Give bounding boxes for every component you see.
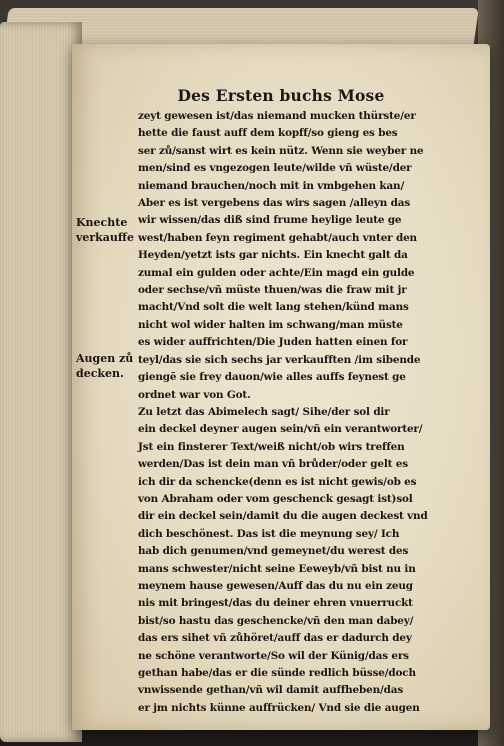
text-line: wir wissen/das diß sind frume heylige leute ge — [138, 214, 402, 227]
text-line: west/haben feyn regiment gehabt/auch vnter den — [138, 231, 417, 244]
text-line: ich dir da schencke(denn es ist nicht gewis/ob es — [138, 475, 417, 488]
text-line: es wider auffrichten/Die Juden hatten einen for — [138, 336, 408, 349]
text-line: das ers sihet vñ zůhöret/auff das er dadurch dey — [138, 632, 412, 645]
margin-note-line: verkauffe — [76, 231, 134, 244]
margin-note-knechte — [76, 215, 138, 245]
text-line: gethan habe/das er die sünde redlich büsse/doch — [138, 667, 416, 679]
text-line: dir ein deckel sein/damit du die augen deckest vnd — [138, 510, 428, 523]
text-line: men/sind es vngezogen leute/wilde vñ wüste/der — [138, 162, 412, 175]
text-line: Heyden/yetzt ists gar nichts. Ein knecht galt da — [138, 249, 408, 262]
text-line: macht/Vnd solt die welt lang stehen/künd mans — [138, 301, 409, 314]
text-line: Aber es ist vergebens das wirs sagen /alleyn das — [138, 197, 411, 210]
book-page — [72, 44, 490, 730]
text-line: werden/Das ist dein man vñ brůder/oder gelt es — [138, 458, 408, 471]
margin-note-augen — [76, 351, 138, 381]
running-head: Des Ersten buchs Mose — [177, 86, 385, 105]
text-line: oder sechse/vñ müste thuen/was die fraw mit jr — [138, 284, 407, 297]
text-line: zeyt gewesen ist/das niemand mucken thürste/er — [138, 110, 416, 122]
text-line: niemand brauchen/noch mit in vmbgehen kan/ — [138, 179, 405, 192]
text-line: teyl/das sie sich sechs jar verkaufften /im sibende — [138, 353, 421, 366]
text-line: meynem hause gewesen/Auff das du nu ein zeug — [138, 579, 413, 592]
text-line: zumal ein gulden oder achte/Ein magd ein gulde — [138, 266, 415, 279]
text-line: hette die faust auff dem kopff/so gieng es bes — [138, 127, 398, 140]
text-line: nicht wol wider halten im schwang/man müste — [138, 318, 403, 331]
text-line: hab dich genumen/vnd gemeynet/du werest des — [138, 545, 409, 558]
text-line: ein deckel deyner augen sein/vñ ein verantworter/ — [138, 423, 423, 436]
text-line: Jst ein finsterer Text/weiß nicht/ob wirs treffen — [138, 440, 405, 453]
text-line: ordnet war von Got. — [138, 388, 251, 401]
text-line: von Abraham oder vom geschenck gesagt ist)sol — [138, 492, 413, 505]
text-line: mans schwester/nicht seine Eeweyb/vñ bist nu in — [138, 562, 416, 575]
margin-note-line: Knechte — [76, 216, 128, 229]
text-line: er jm nichts künne auffrücken/ Vnd sie die augen — [138, 701, 420, 714]
text-line: ne schöne verantworte/So wil der Künig/das ers — [138, 649, 409, 662]
text-line: giengē sie frey dauon/wie alles auffs feynest ge — [138, 371, 406, 384]
text-line: vnwissende gethan/vñ wil damit auffheben/das — [138, 684, 404, 697]
text-line: nis mit bringest/das du deiner ehren vnuerruckt — [138, 597, 413, 610]
text-line: dich beschönest. Das ist die meynung sey/ Ich — [138, 527, 400, 540]
page-edges-left — [0, 22, 82, 742]
text-line: bist/so hastu das geschencke/vñ den man dabey/ — [138, 614, 414, 627]
margin-note-line: Augen zů — [76, 352, 134, 365]
body-text — [138, 108, 484, 717]
text-line: ser zů/sanst wirt es kein nütz. Wenn sie weyber ne — [138, 144, 424, 157]
margin-note-line: decken. — [76, 367, 124, 380]
text-line: Zu letzt das Abimelech sagt/ Sihe/der sol dir — [138, 405, 390, 418]
